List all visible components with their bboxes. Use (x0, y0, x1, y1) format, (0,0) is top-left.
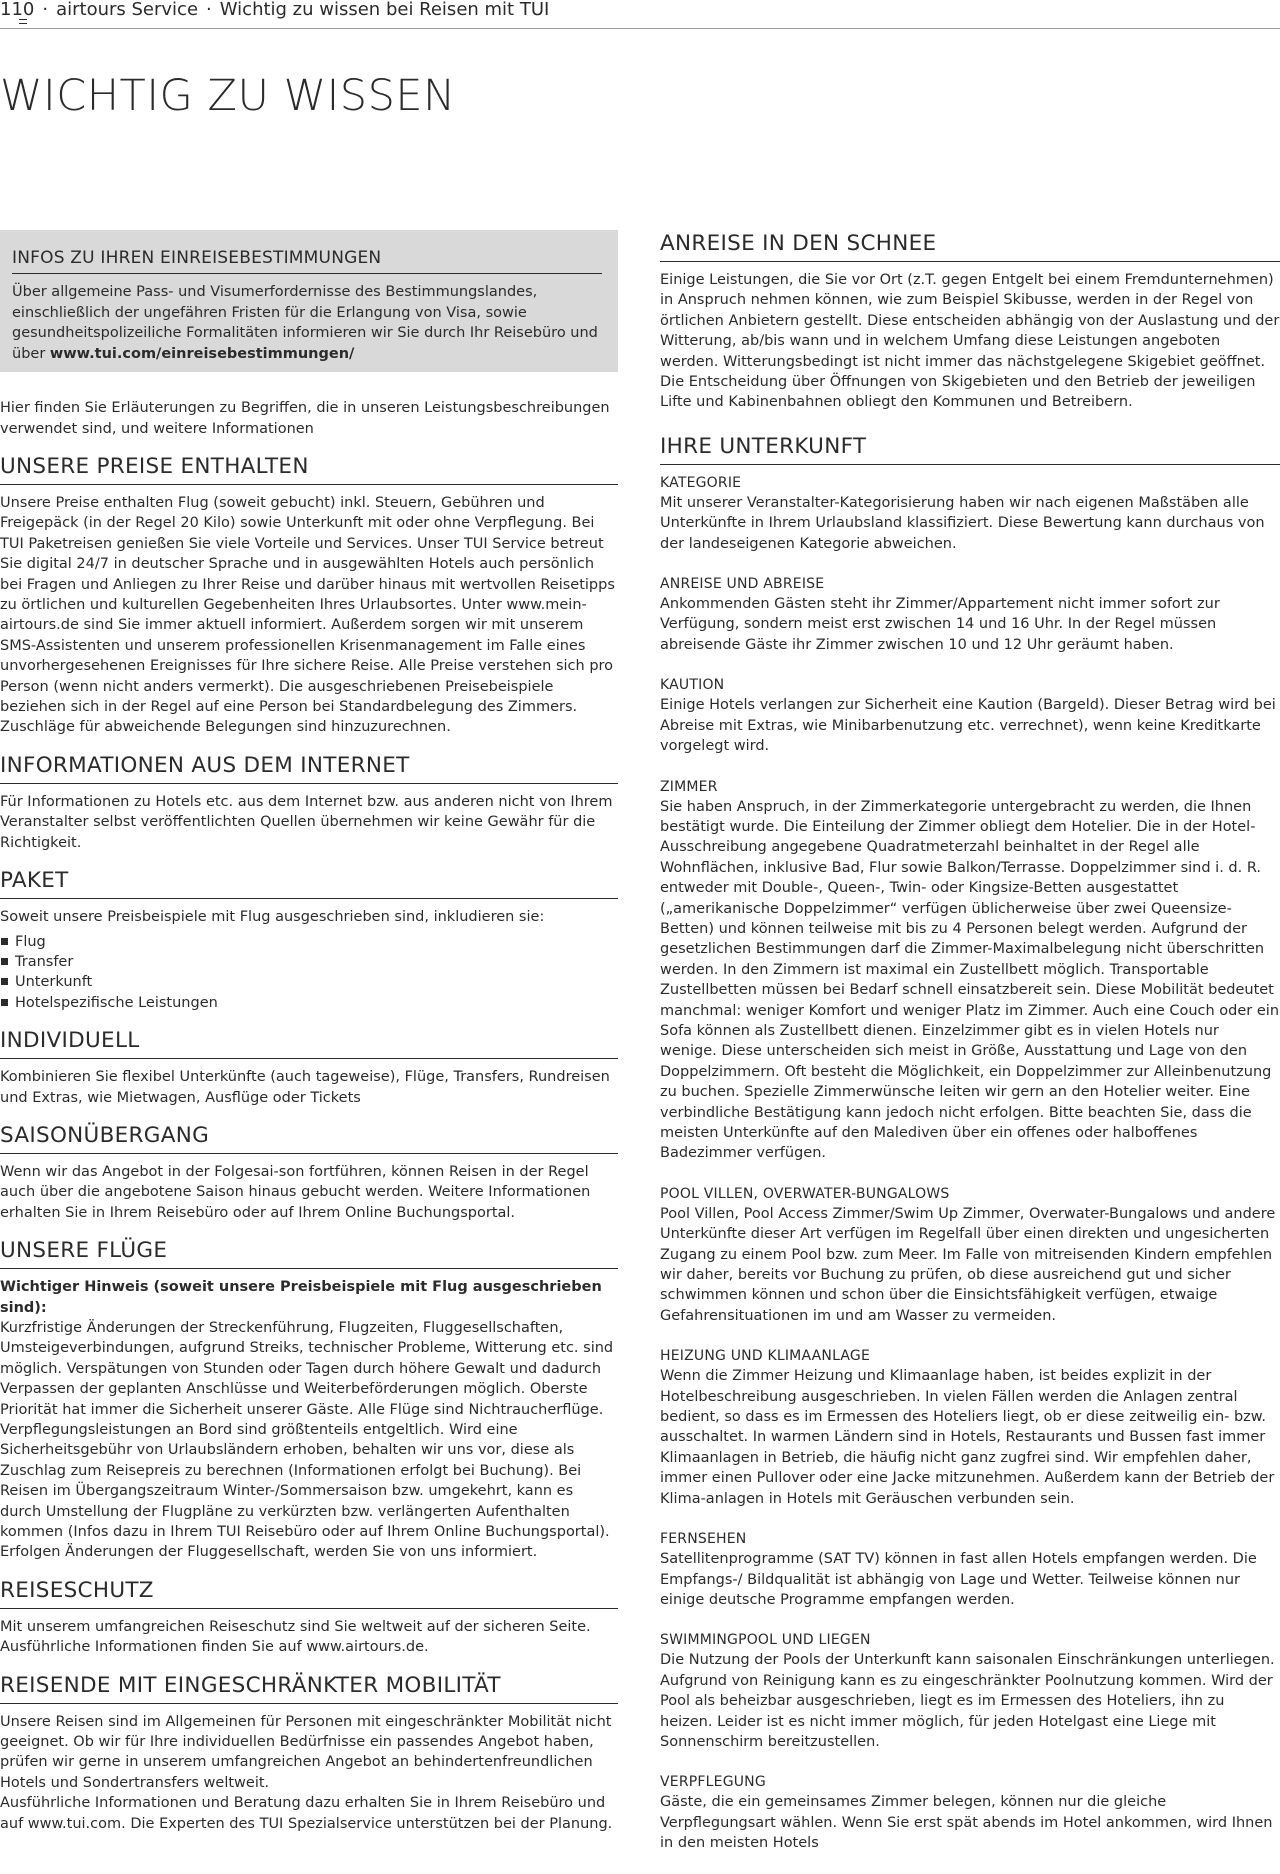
menu-mark-icon (19, 19, 27, 24)
subsection-text: Gäste, die ein gemeinsames Zimmer belegen, können nur die gleiche Verpflegungsart wählen. Wenn Sie erst spät abends im Hotel ankommen, wird Ihnen in den meisten Hotels (660, 1794, 1273, 1852)
section-heading: REISESCHUTZ (0, 1577, 618, 1609)
section-heading: INDIVIDUELL (0, 1027, 618, 1059)
list-item: Unterkunft (0, 972, 618, 992)
page-number: 110 (0, 0, 35, 20)
info-box-text: Über allgemeine Pass- und Visumerfordernisse des Bestimmungslandes, einschließlich der ungefähren Fristen für die Erlangung von Visa, sowie gesundheitspolizeiliche Formalitäten informieren wir Sie durch Ihr Reisebüro und über www.tui.com/einreisebestimmungen/ (12, 284, 598, 362)
subsection-text: Satellitenprogramme (SAT TV) können in fast allen Hotels empfangen werden. Die Empfangs-/ Bildqualität ist abhängig von Lage und Wetter. Teilweise können nur einige deutsche Programme empfangen werden. (660, 1551, 1257, 1608)
subheading: ANREISE UND ABREISE (660, 576, 825, 593)
entry-requirements-box (0, 230, 618, 372)
section-heading: INFORMATIONEN AUS DEM INTERNET (0, 752, 618, 784)
section-text: Kombinieren Sie flexibel Unterkünfte (auch tageweise), Flüge, Transfers, Rundreisen und Extras, wie Mietwagen, Ausflüge oder Tickets (0, 1069, 610, 1106)
left-column (0, 230, 618, 1848)
subheading: SWIMMINGPOOL UND LIEGEN (660, 1632, 871, 1649)
subheading: KATEGORIE (660, 474, 742, 491)
right-column (660, 230, 1280, 1874)
flight-note: Wichtiger Hinweis (soweit unsere Preisbeispiele mit Flug ausgeschrieben sind): (0, 1279, 602, 1316)
header-divider (0, 28, 1280, 29)
subsection-text: Sie haben Anspruch, in der Zimmerkategorie untergebracht zu werden, die Ihnen bestätigt wurde. Die Einteilung der Zimmer obliegt dem Hotelier. Die in der Hotel-Ausschreibung angegebene Quadratmeterzahl beinhaltet in der Regel alle Wohnflächen, inklusive Bad, Flur sowie Balkon/Terrasse. Doppelzimmer sind i. d. R. entweder mit Double-, Queen-, Twin- oder Kingsize-Betten ausgestattet („amerikanische Doppelzimmer“ verfügen üblicherweise über zwei Queensize- Betten) und können teilweise mit bis zu 4 Personen belegt werden. Aufgrund der gesetzlichen Bestimmungen darf die Zimmer-Maximalbelegung nicht überschritten werden. In den Zimmern ist maximal ein Zustellbett möglich. Transportable Zustellbetten müssen bei Bedarf schnell einsatzbereit sein. Diese Mobilität bedeutet manchmal: weniger Komfort und weniger Platz im Zimmer. Auch eine Couch oder ein Sofa können als Zustellbett dienen. Einzelzimmer gibt es in vielen Hotels nur wenige. Diese unterscheiden sich meist in Größe, Ausstattung und Lage von den Doppelzimmern. Oft besteht die Möglichkeit, ein Doppelzimmer zur Alleinbenutzung zu buchen. Spezielle Zimmerwünsche leiten wir gern an den Hotelier weiter. Eine verbindliche Bestätigung kann jedoch nicht erfolgen. Bitte beachten Sie, dass die meisten Unterkünfte auf den Malediven über ein offenes oder halboffenes Badezimmer verfügen. (660, 798, 1280, 1162)
subsection-text: Wenn die Zimmer Heizung und Klimaanlage haben, ist beides explizit in der Hotelbeschreibung ausgeschrieben. In vielen Fällen werden die Anlagen zentral bedient, so dass es im Ermessen des Hoteliers liegt, ob er diese zeitweilig ein- bzw. ausschaltet. In warmen Ländern sind in Hotels, Restaurants und Bussen fast immer Klimaanlagen in Betrieb, die häufig nicht ganz zugfrei sind. Wir empfehlen daher, immer einen Pullover oder eine Jacke mitzunehmen. Außerdem kann der Betrieb der Klima-anlagen in Hotels mit Geräuschen verbunden sein. (660, 1368, 1275, 1507)
header-separator: · (206, 0, 212, 20)
section-heading: SAISONÜBERGANG (0, 1122, 618, 1154)
header-subsection: Wichtig zu wissen bei Reisen mit TUI (219, 0, 550, 20)
section-heading: UNSERE PREISE ENTHALTEN (0, 453, 618, 485)
section-text: Unsere Reisen sind im Allgemeinen für Personen mit eingeschränkter Mobilität nicht geeignet. Ob wir für Ihre individuellen Bedürfnisse ein passendes Angebot haben, prüfen wir gerne in unserem umfangreichen Angebot an behindertenfreundlichen Hotels und Sondertransfers weltweit. (0, 1713, 612, 1791)
subsection-text: Pool Villen, Pool Access Zimmer/Swim Up Zimmer, Overwater-Bungalows und andere Unterkünfte dieser Art verfügen im Regelfall über einen direkten und ungesicherten Zugang zu einem Pool bzw. zum Meer. Im Falle von mitreisenden Kindern empfehlen wir daher, bereits vor Buchung zu prüfen, ob diese ausreichend gut und sicher schwimmen können und schon über die Einsichtsfähigkeit verfügen, etwaige Gefahrensituationen im und am Wasser zu vermeiden. (660, 1205, 1276, 1324)
info-box-heading: INFOS ZU IHREN EINREISEBESTIMMUNGEN (12, 248, 602, 274)
section-heading: IHRE UNTERKUNFT (660, 433, 1280, 465)
section-text: Ausführliche Informationen und Beratung dazu erhalten Sie in Ihrem Reisebüro und auf www.tui.com. Die Experten des TUI Spezialservice unterstützen bei der Planung. (0, 1795, 613, 1832)
intro-text: Hier finden Sie Erläuterungen zu Begriffen, die in unseren Leistungsbeschreibungen verwendet sind, und weitere Informationen (0, 400, 610, 437)
section-text: Mit unserem umfangreichen Reiseschutz sind Sie weltweit auf der sicheren Seite. Ausführliche Informationen finden Sie auf www.airtours.de. (0, 1618, 591, 1656)
section-heading: UNSERE FLÜGE (0, 1237, 618, 1269)
list-item: Flug (0, 932, 618, 952)
running-header (0, 0, 1280, 28)
list-item: Transfer (0, 952, 618, 972)
subsection-text: Einige Hotels verlangen zur Sicherheit eine Kaution (Bargeld). Dieser Betrag wird bei Abreise mit Extras, wie Minibarbenutzung etc. verrechnet), wenn keine Kreditkarte vorgelegt wird. (660, 697, 1276, 755)
subsection-text: Ankommenden Gästen steht ihr Zimmer/Appartement nicht immer sofort zur Verfügung, sondern meist erst zwischen 14 und 16 Uhr. In der Regel müssen abreisende Gäste ihr Zimmer zwischen 10 und 12 Uhr geräumt haben. (660, 596, 1220, 653)
package-list (0, 932, 618, 1014)
subheading: ZIMMER (660, 778, 718, 795)
section-text: Soweit unsere Preisbeispiele mit Flug ausgeschrieben sind, inkludieren sie: (0, 909, 545, 926)
section-heading: REISENDE MIT EINGESCHRÄNKTER MOBILITÄT (0, 1672, 618, 1704)
section-text: Wenn wir das Angebot in der Folgesai-son fortführen, können Reisen in der Regel auch über die angebotene Saison hinaus gebucht werden. Weitere Informationen erhalten Sie in Ihrem Reisebüro oder auf Ihrem Online Buchungsportal. (0, 1163, 591, 1221)
subheading: VERPFLEGUNG (660, 1774, 766, 1791)
header-separator: · (42, 0, 49, 20)
header-section: airtours Service (56, 0, 199, 20)
subheading: POOL VILLEN, OVERWATER-BUNGALOWS (660, 1185, 950, 1202)
section-text: Für Informationen zu Hotels etc. aus dem Internet bzw. aus anderen nicht von Ihrem Veranstalter selbst veröffentlichten Quellen übernehmen wir keine Gewähr für die Richtigkeit. (0, 793, 613, 851)
section-heading: ANREISE IN DEN SCHNEE (660, 230, 1280, 262)
page-title: WICHTIG ZU WISSEN (0, 70, 456, 121)
section-text: Kurzfristige Änderungen der Streckenführung, Flugzeiten, Fluggesellschaften, Umsteigeverbindungen, aufgrund Streiks, technischer Probleme, Witterung etc. sind möglich. Verspätungen von Stunden oder Tagen durch höhere Gewalt und dadurch Verpassen der geplanten Anschlüsse und Weiterbeförderungen möglich. Oberste Priorität hat immer die Sicherheit unserer Gäste. Alle Flüge sind Nichtraucherflüge. Verpflegungsleistungen an Bord sind größtenteils entgeltlich. Wird eine Sicherheitsgebühr von Urlaubsländern erhoben, behalten wir uns vor, diese als Zuschlag zum Reisepreis zu berechnen (Informationen erfolgt bei Buchung). Bei Reisen im Übergangszeitraum Winter-/Sommersaison bzw. umgekehrt, kann es durch Umstellung der Flugpläne zu verkürzten bzw. verlängerten Aufenthalten kommen (Infos dazu in Ihrem TUI Reisebüro oder auf Ihrem Online Buchungsportal). Erfolgen Änderungen der Fluggesellschaft, werden Sie von uns informiert. (0, 1319, 614, 1561)
section-text: Einige Leistungen, die Sie vor Ort (z.T. gegen Entgelt bei einem Fremdunternehmen) in Anspruch nehmen können, wie zum Beispiel Skibusse, werden in der Regel von örtlichen Anbietern gestellt. Diese entscheiden abhängig von der Auslastung und der Witterung, ab/bis wann und in welchem Umfang diese Leistungen angeboten werden. Witterungsbedingt ist nicht immer das nächstgelegene Skigebiet geöffnet. Die Entscheidung über Öffnungen von Skigebieten und den Betrieb der jeweiligen Lifte und Kabinenbahnen obliegt den Kommunen und Betreibern. (660, 272, 1280, 411)
subsection-text: Mit unserer Veranstalter-Kategorisierung haben wir nach eigenen Maßstäben alle Unterkünfte in Ihrem Urlaubsland klassifiziert. Diese Bewertung kann durchaus von der landeseigenen Kategorie abweichen. (660, 494, 1265, 552)
subsection-text: Die Nutzung der Pools der Unterkunft kann saisonalen Einschränkungen unterliegen. Aufgrund von Reinigung kann es zu eingeschränkter Poolnutzung kommen. Wird der Pool als beheizbar ausgeschrieben, liegt es im Ermessen des Hoteliers, ihn zu heizen. Leider ist es nicht immer möglich, für jeden Hotelgast eine Liege mit Sonnenschirm bereitzustellen. (660, 1652, 1275, 1750)
section-heading: PAKET (0, 867, 618, 899)
subheading: FERNSEHEN (660, 1531, 747, 1548)
section-text: Unsere Preise enthalten Flug (soweit gebucht) inkl. Steuern, Gebühren und Freigepäck (in der Regel 20 Kilo) sowie Unterkunft mit oder ohne Verpflegung. Bei TUI Paketreisen genießen Sie viele Vorteile und Services. Unser TUI Service betreut Sie digital 24/7 in deutscher Sprache und in ausgewählten Hotels auch persönlich bei Fragen und Anliegen zu Ihrer Reise und darüber hinaus mit wertvollen Reisetipps zu örtlichen und kulturellen Gegebenheiten Ihres Urlaubsortes. Unter www.mein-airtours.de sind Sie immer aktuell informiert. Außerdem sorgen wir mit unserem SMS-Assistenten und unserem professionellen Krisenmanagement im Falle eines unvorhergesehenen Ereignisses für Ihre sichere Reise. Alle Preise verstehen sich pro Person (wenn nicht anders vermerkt). Die ausgeschriebenen Preisebeispiele beziehen sich in der Regel auf eine Person bei Standardbelegung des Zimmers. Zuschläge für abweichende Belegungen sind hinzuzurechnen. (0, 495, 615, 736)
subheading: KAUTION (660, 677, 725, 694)
subheading: HEIZUNG UND KLIMAANLAGE (660, 1348, 871, 1365)
entry-requirements-link[interactable]: www.tui.com/einreisebestimmungen/ (49, 345, 355, 362)
list-item: Hotelspezifische Leistungen (0, 993, 618, 1013)
